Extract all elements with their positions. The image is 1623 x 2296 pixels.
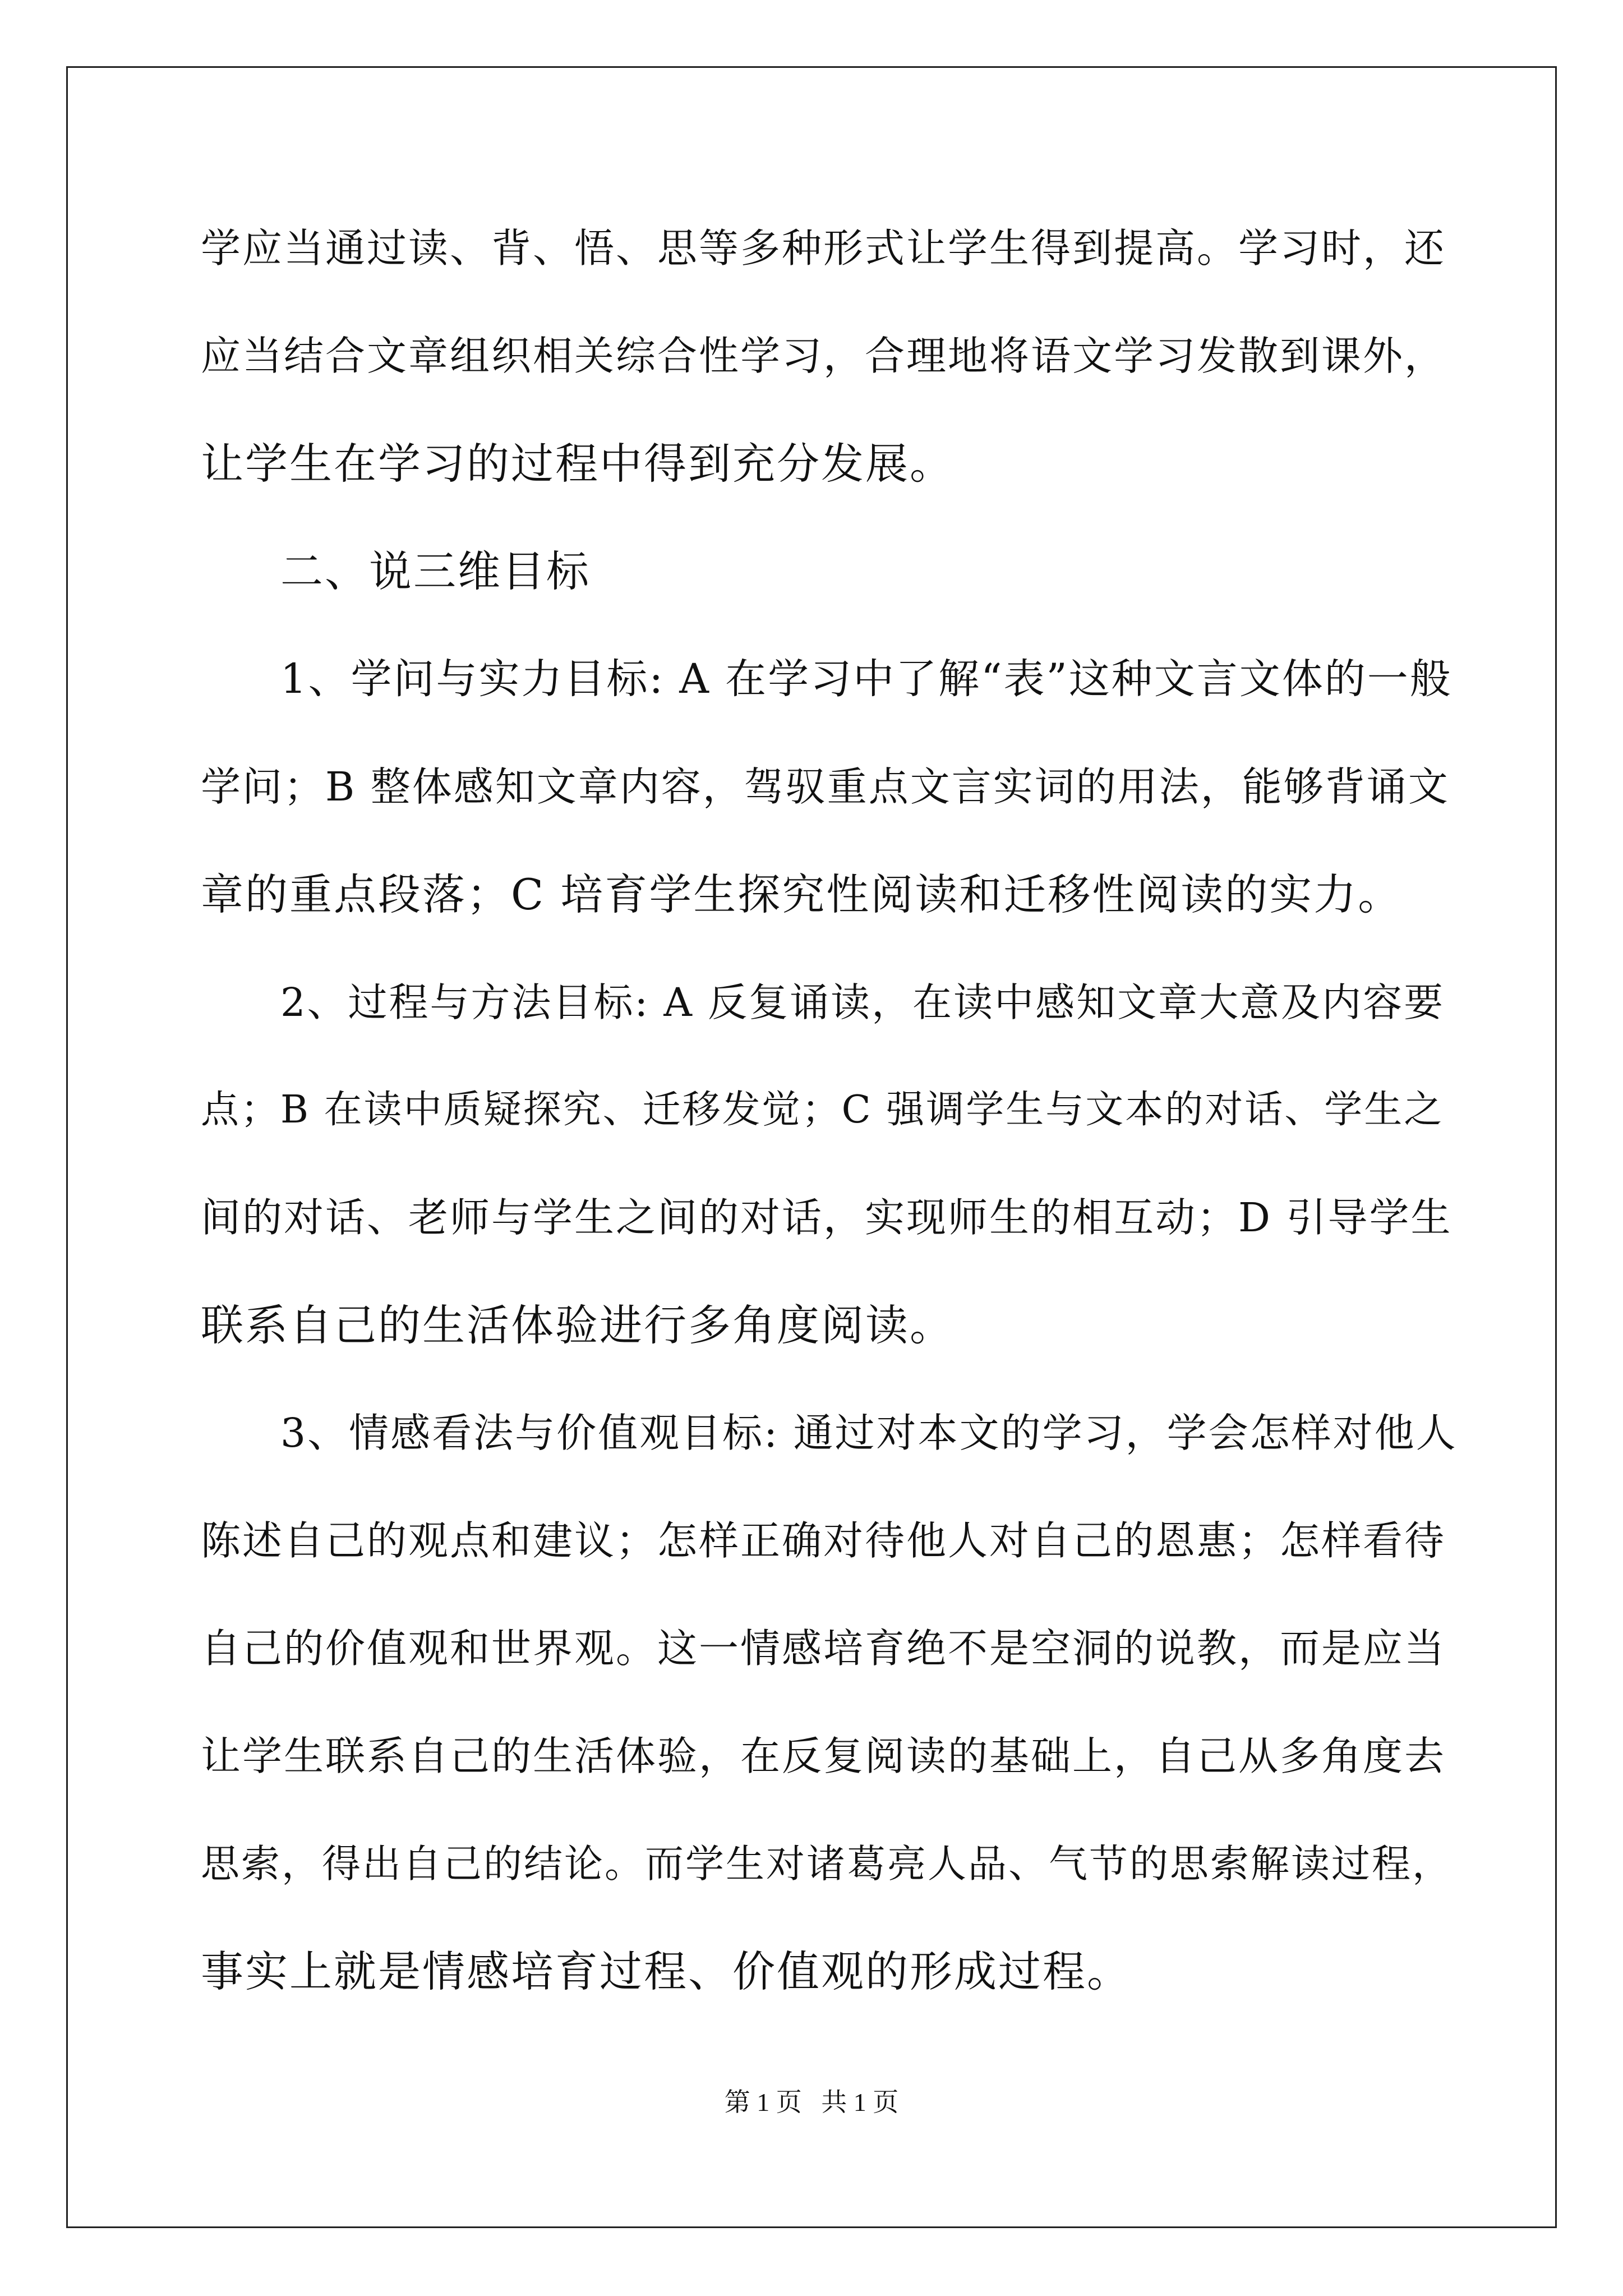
body-line-3: 让学生在学习的过程中得到充分发展。: [201, 439, 954, 489]
body-line-1: 学应当通过读、背、悟、思等多种形式让学生得到提高。学习时，还: [201, 225, 1446, 272]
body-line-5: 1、学问与实力目标: A 在学习中了解“表”这种文言文体的一般: [280, 655, 1453, 703]
body-line-8: 2、过程与方法目标: A 反复诵读，在读中感知文章大意及内容要: [280, 979, 1445, 1025]
section-heading: 二、说三维目标: [280, 546, 591, 596]
body-line-2: 应当结合文章组织相关综合性学习，合理地将语文学习发散到课外，: [201, 333, 1446, 379]
body-line-16: 思索，得出自己的结论。而学生对诸葛亮人品、气节的思索解读过程，: [201, 1842, 1453, 1887]
body-line-13: 陈述自己的观点和建议；怎样正确对待他人对自己的恩惠；怎样看待: [201, 1517, 1446, 1564]
body-line-10: 间的对话、老师与学生之间的对话，实现师生的相互动；D 引导学生: [201, 1194, 1453, 1241]
page-border: [66, 66, 1557, 2228]
body-line-7: 章的重点段落；C 培育学生探究性阅读和迁移性阅读的实力。: [201, 869, 1403, 919]
page-footer: 第 1 页 共 1 页: [724, 2088, 899, 2116]
body-line-9: 点；B 在读中质疑探究、迁移发觉；C 强调学生与文本的对话、学生之: [201, 1088, 1444, 1132]
body-line-6: 学问；B 整体感知文章内容，驾驭重点文言实词的用法，能够背诵文: [201, 763, 1450, 810]
body-line-12: 3、情感看法与价值观目标: 通过对本文的学习，学会怎样对他人: [280, 1410, 1458, 1456]
body-line-17: 事实上就是情感培育过程、价值观的形成过程。: [201, 1947, 1131, 1996]
body-line-15: 让学生联系自己的生活体验，在反复阅读的基础上，自己从多角度去: [201, 1733, 1446, 1779]
body-line-14: 自己的价值观和世界观。这一情感培育绝不是空洞的说教，而是应当: [201, 1625, 1446, 1672]
body-line-11: 联系自己的生活体验进行多角度阅读。: [201, 1300, 954, 1350]
